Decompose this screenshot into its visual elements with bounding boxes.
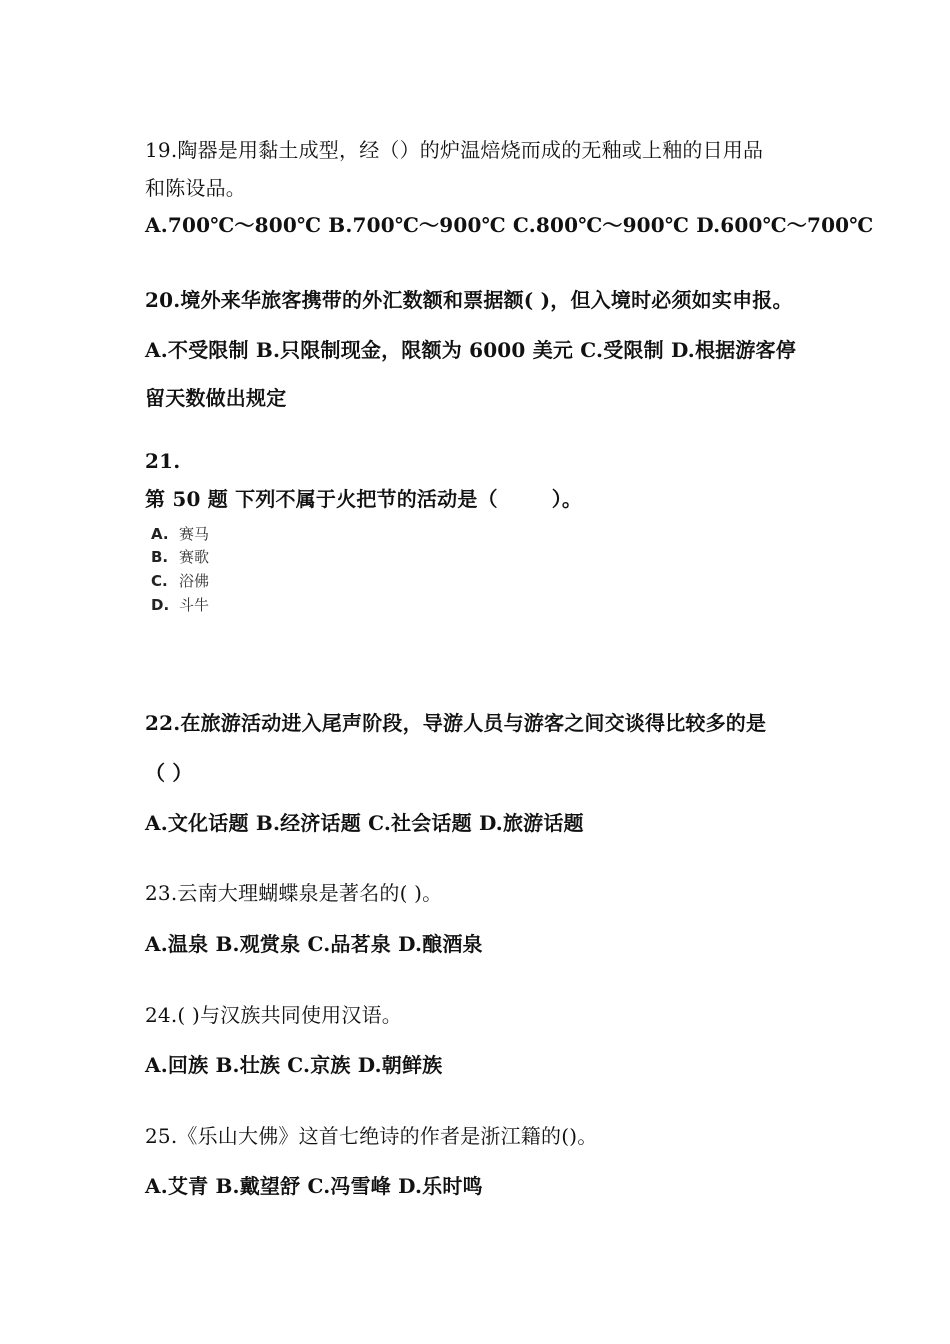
q21-option-b <box>151 547 209 567</box>
q20-stem: 20.境外来华旅客携带的外汇数额和票据额( )，但入境时必须如实申报。 <box>145 288 793 312</box>
q25-stem: 25.《乐山大佛》这首七绝诗的作者是浙江籍的()。 <box>145 1124 598 1148</box>
option-text: 斗牛 <box>179 596 210 614</box>
q21-option-a <box>151 524 209 544</box>
q20-options-line2: 留天数做出规定 <box>145 386 287 410</box>
q19-stem-line2: 和陈设品。 <box>145 176 246 200</box>
q21-option-d <box>151 595 209 615</box>
q24-stem: 24.( )与汉族共同使用汉语。 <box>145 1003 402 1027</box>
q22-options: A.文化话题 B.经济话题 C.社会话题 D.旅游话题 <box>145 811 584 835</box>
q21-number: 21. <box>145 449 181 473</box>
option-letter: B. <box>151 548 169 566</box>
option-text: 赛歌 <box>179 548 210 566</box>
q21-stem <box>145 486 582 512</box>
q23-stem: 23.云南大理蝴蝶泉是著名的( )。 <box>145 881 443 905</box>
q19-stem-line1: 19.陶器是用黏土成型，经（）的炉温焙烧而成的无釉或上釉的日用品 <box>145 138 764 162</box>
q21-stem-suffix: ）。 <box>551 487 583 511</box>
q25-options: A.艾青 B.戴望舒 C.冯雪峰 D.乐时鸣 <box>145 1174 483 1198</box>
q24-options: A.回族 B.壮族 C.京族 D.朝鲜族 <box>145 1053 443 1077</box>
q22-stem-line1: 22.在旅游活动进入尾声阶段，导游人员与游客之间交谈得比较多的是 <box>145 711 767 735</box>
q19-options: A.700℃～800℃ B.700℃～900℃ C.800℃～900℃ D.600℃～700℃ <box>145 213 874 237</box>
option-text: 浴佛 <box>179 572 210 590</box>
q21-stem-prefix: 第 50 题 下列不属于火把节的活动是（ <box>145 487 498 511</box>
option-text: 赛马 <box>179 525 210 543</box>
q20-options-line1: A.不受限制 B.只限制现金，限额为 6000 美元 C.受限制 D.根据游客停 <box>145 338 796 362</box>
option-letter: C. <box>151 572 168 590</box>
option-letter: D. <box>151 596 170 614</box>
q23-options: A.温泉 B.观赏泉 C.品茗泉 D.酿酒泉 <box>145 932 483 956</box>
q21-option-c <box>151 571 209 591</box>
option-letter: A. <box>151 525 169 543</box>
q22-stem-line2: （ ） <box>145 761 193 785</box>
